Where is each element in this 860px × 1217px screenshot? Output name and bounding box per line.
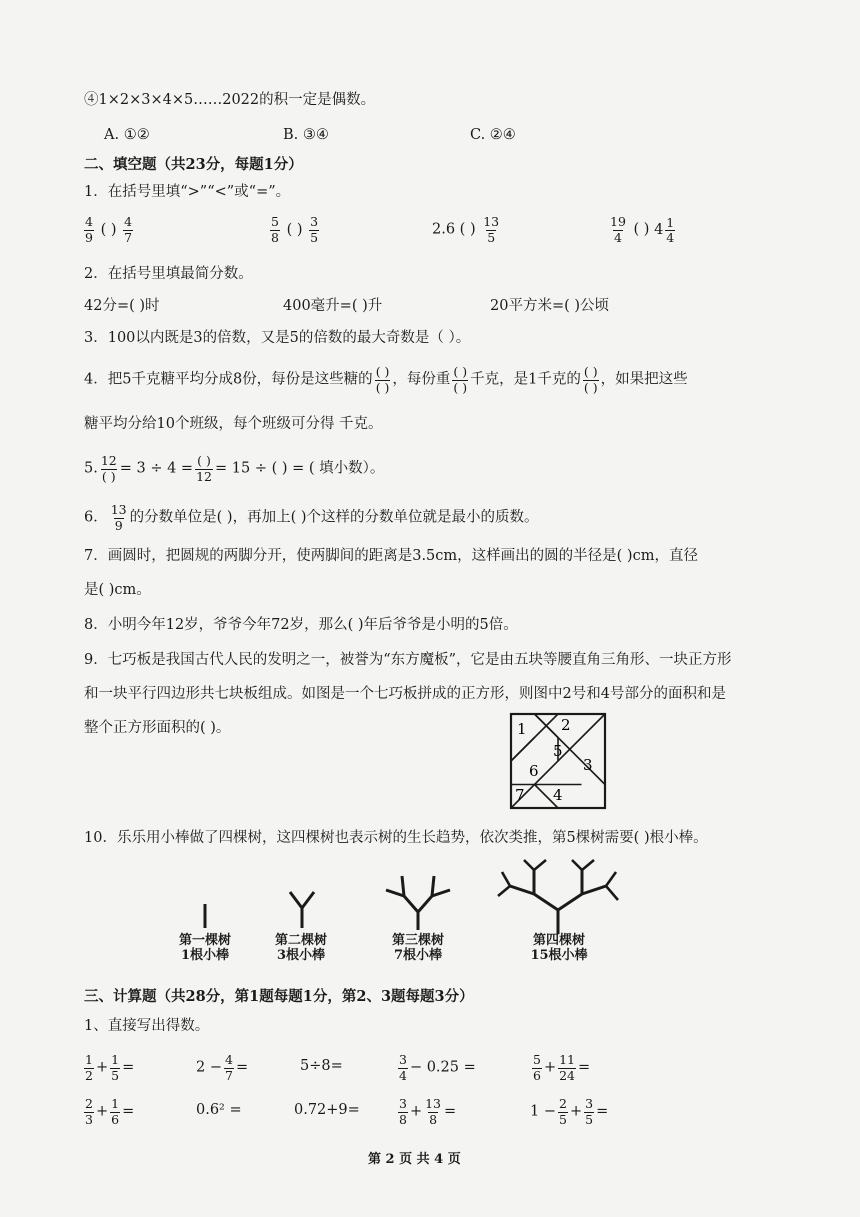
q4-line1: 4．把5千克糖平均分成8份，每份是这些糖的 $\frac{( )}{( )}$ ，每份重 $\frac{( )}{( )}$ 千克，是1千克的 $\frac{( )}{( )}$ ，如果把这些 [84, 364, 688, 395]
tree-4-label: 第四棵树 15根小棒 [530, 933, 588, 963]
q2-b[interactable]: 400毫升=( )升 [283, 298, 383, 314]
tree-2-drawing [282, 886, 322, 932]
tangram-label-6: 6 [529, 762, 539, 780]
q9-line3[interactable]: 整个正方形面积的( )。 [84, 720, 231, 736]
tangram-label-2: 2 [561, 716, 571, 734]
q7-line1[interactable]: 7．画圆时，把圆规的两脚分开，使两脚间的距离是3.5cm，这样画出的圆的半径是( )cm，直径 [84, 548, 698, 564]
calc-r1-c[interactable]: 5÷8= [300, 1058, 343, 1074]
option-c[interactable]: C. ②④ [470, 127, 516, 143]
section2-title: 二、填空题（共23分，每题1分） [84, 156, 303, 173]
q4-line2[interactable]: 糖平均分给10个班级，每个班级可分得 千克。 [84, 416, 383, 432]
q7-line2[interactable]: 是( )cm。 [84, 582, 151, 598]
q4-blank-frac-2[interactable]: $\frac{( )}{( )}$ [453, 364, 468, 395]
tree-1-label: 第一棵树 1根小棒 [178, 933, 231, 963]
q6: 6． $\frac{13}{9}$ 的分数单位是( )，再加上( )个这样的分数单位就是最小的质数。 [84, 502, 539, 533]
q8[interactable]: 8．小明今年12岁，爷爷今年72岁，那么( )年后爷爷是小明的5倍。 [84, 617, 518, 633]
tangram-label-5: 5 [553, 742, 563, 760]
q1-text: 1．在括号里填“>”“<”或“=”。 [84, 184, 291, 200]
tangram-figure [509, 712, 607, 810]
q3[interactable]: 3．100以内既是3的倍数，又是5的倍数的最大奇数是（ ）。 [84, 330, 471, 346]
q1-blank-4[interactable]: ( ) [633, 221, 650, 238]
q4-blank-frac-1[interactable]: $\frac{( )}{( )}$ [375, 364, 390, 395]
tangram-label-4: 4 [553, 786, 563, 804]
q2-a[interactable]: 42分=( )时 [84, 298, 160, 314]
q9-line1: 9．七巧板是我国古代人民的发明之一，被誉为“东方魔板”，它是由五块等腰直角三角形、一块正方形 [84, 652, 732, 668]
calc-r2-a[interactable]: $\frac{2}{3}$ + $\frac{1}{6}$ = [85, 1096, 135, 1127]
option-a[interactable]: A. ①② [104, 127, 150, 143]
q4-statement: ④1×2×3×4×5……2022的积一定是偶数。 [84, 92, 376, 108]
tree-3-label: 第三棵树 7根小棒 [391, 933, 444, 963]
q5: 5. $\frac{12}{( )}$ = 3 ÷ 4 = $\frac{( )}{12}$ = 15 ÷ ( ) = ( 填小数）。 [84, 453, 385, 484]
q9-line2: 和一块平行四边形共七块板组成。如图是一个七巧板拼成的正方形，则图中2号和4号部分的面积和是 [84, 686, 726, 702]
tree-4-drawing [494, 856, 624, 936]
q1-compare-4: $\frac{19}{4}$ ( ) 4 $\frac{1}{4}$ [610, 214, 675, 246]
tree-3-drawing [380, 866, 456, 934]
tangram-label-1: 1 [517, 720, 527, 738]
calc-r1-b[interactable]: 2 − $\frac{4}{7}$ = [196, 1052, 249, 1083]
tree-1-drawing [195, 900, 215, 932]
tree-2-label: 第二棵树 3根小棒 [274, 933, 327, 963]
q1-compare-1: $\frac{4}{9}$ ( ) $\frac{4}{7}$ [85, 214, 133, 245]
option-b[interactable]: B. ③④ [283, 127, 329, 143]
calc-r1-a[interactable]: $\frac{1}{2}$ + $\frac{1}{5}$ = [85, 1052, 135, 1083]
calc-r1-d[interactable]: $\frac{3}{4}$ − 0.25 = [399, 1052, 476, 1083]
q2-text: 2．在括号里填最简分数。 [84, 266, 253, 282]
section3-title: 三、计算题（共28分，第1题每题1分，第2、3题每题3分） [84, 988, 474, 1005]
calc-r2-d[interactable]: $\frac{3}{8}$ + $\frac{13}{8}$ = [399, 1096, 457, 1127]
q1-blank-1[interactable]: ( ) [100, 222, 117, 238]
q10-text[interactable]: 10．乐乐用小棒做了四棵树，这四棵树也表示树的生长趋势，依次类推，第5棵树需要( )根小棒。 [84, 830, 708, 846]
tangram-label-3: 3 [583, 756, 593, 774]
calc-r2-c[interactable]: 0.72+9= [294, 1102, 360, 1118]
q1-compare-2: $\frac{5}{8}$ ( ) $\frac{3}{5}$ [271, 214, 319, 245]
q1-blank-3[interactable]: ( ) [459, 221, 476, 238]
page-footer: 第 2 页 共 4 页 [368, 1152, 461, 1167]
tangram-label-7: 7 [515, 786, 525, 804]
q2-c[interactable]: 20平方米=( )公顷 [490, 298, 610, 314]
q1-compare-3: 2.6 ( ) $\frac{13}{5}$ [432, 214, 500, 245]
calc-r2-e[interactable]: 1 − $\frac{2}{5}$ + $\frac{3}{5}$ = [530, 1096, 609, 1127]
q1-blank-2[interactable]: ( ) [286, 222, 303, 238]
calc-r1-e[interactable]: $\frac{5}{6}$ + $\frac{11}{24}$ = [533, 1052, 591, 1083]
q4-blank-frac-3[interactable]: $\frac{( )}{( )}$ [583, 364, 598, 395]
calc-title: 1、直接写出得数。 [84, 1018, 210, 1034]
calc-r2-b[interactable]: 0.6² = [196, 1102, 242, 1118]
